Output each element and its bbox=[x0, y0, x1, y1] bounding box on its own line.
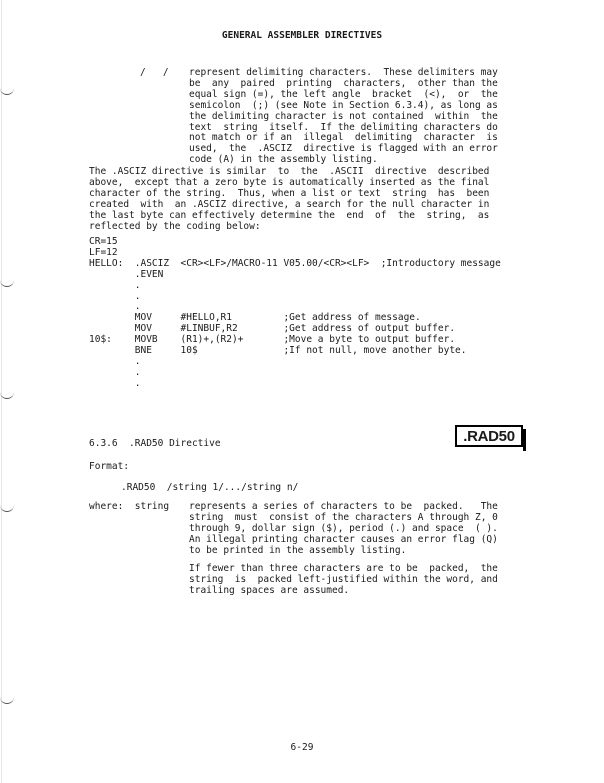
code-line: . bbox=[89, 377, 141, 389]
asciz-text-line: above, except that a zero byte is automatically inserted as the final bbox=[89, 176, 490, 188]
delimiter-text-line: semicolon (;) (see Note in Section 6.3.4), as long as bbox=[189, 99, 498, 111]
asciz-text-line: The .ASCIZ directive is similar to the .ASCII directive described bbox=[89, 166, 490, 177]
where-text-line: An illegal printing character causes an error flag (Q) bbox=[189, 533, 498, 545]
code-line: LF=12 bbox=[89, 246, 118, 258]
delimiter-text-line: used, the .ASCIZ directive is flagged with an error bbox=[189, 143, 498, 155]
code-line: 10$: MOVB (R1)+,(R2)+ ;Move a byte to output buffer. bbox=[89, 334, 456, 346]
asciz-text-line: the last byte can effectively determine the end of the string, as bbox=[89, 209, 490, 221]
format-syntax: .RAD50 /string 1/.../string n/ bbox=[121, 482, 299, 493]
code-line: MOV #HELLO,R1 ;Get address of message. bbox=[89, 312, 421, 324]
where-label: where: string bbox=[89, 501, 170, 512]
code-line: BNE 10$ ;If not null, move another byte. bbox=[89, 345, 467, 356]
delimiter-text-line: not match or if an illegal delimiting character is bbox=[189, 132, 498, 144]
where-text-line: string must consist of the characters A through Z, 0 bbox=[189, 511, 498, 523]
margin-tick bbox=[0, 88, 14, 95]
code-line: . bbox=[89, 366, 141, 378]
code-line: . bbox=[89, 290, 141, 302]
where-text-line: represents a series of characters to be packed. The bbox=[189, 501, 498, 512]
margin-tick bbox=[0, 280, 14, 287]
asciz-text-line: character of the string. Thus, when a list or text string has been bbox=[89, 187, 490, 199]
delimiter-text-line: code (A) in the assembly listing. bbox=[189, 154, 378, 166]
page-header: GENERAL ASSEMBLER DIRECTIVES bbox=[221, 30, 383, 41]
delimiter-text-line: the delimiting character is not contained within the bbox=[189, 110, 498, 122]
where-text-line: If fewer than three characters are to be packed, the bbox=[189, 563, 498, 574]
delimiter-marker: / / bbox=[140, 67, 169, 78]
where-text-line: string is packed left-justified within the word, and bbox=[189, 573, 498, 585]
section-title: 6.3.6 .RAD50 Directive bbox=[89, 438, 221, 449]
rad50-tag: .RAD50 bbox=[455, 425, 523, 447]
delimiter-text-line: equal sign (=), the left angle bracket (<), or the bbox=[189, 88, 498, 100]
margin-tick bbox=[0, 697, 14, 704]
code-line: . bbox=[89, 279, 141, 291]
code-line: .EVEN bbox=[89, 268, 164, 280]
code-line: . bbox=[89, 301, 141, 313]
code-line: CR=15 bbox=[89, 236, 118, 247]
asciz-text-line: created with an .ASCIZ directive, a search for the null character in bbox=[89, 198, 490, 210]
margin-tick bbox=[0, 392, 14, 399]
delimiter-text-line: be any paired printing characters, other than the bbox=[189, 77, 498, 89]
code-line: . bbox=[89, 355, 141, 367]
where-text-line: to be printed in the assembly listing. bbox=[189, 544, 407, 556]
margin-tick bbox=[0, 505, 14, 512]
code-line: MOV #LINBUF,R2 ;Get address of output buffer. bbox=[89, 323, 456, 335]
where-text-line: through 9, dollar sign ($), period (.) and space ( ). bbox=[189, 522, 498, 534]
code-line: HELLO: .ASCIZ <CR><LF>/MACRO-11 V05.00/<CR><LF> ;Introductory message bbox=[89, 257, 501, 269]
where-text-line: trailing spaces are assumed. bbox=[189, 584, 350, 596]
delimiter-text-line: represent delimiting characters. These delimiters may bbox=[189, 67, 498, 78]
page-number: 6-29 bbox=[290, 742, 314, 753]
delimiter-text-line: text string itself. If the delimiting characters do bbox=[189, 121, 498, 133]
asciz-text-line: reflected by the coding below: bbox=[89, 220, 261, 232]
format-label: Format: bbox=[89, 461, 130, 472]
